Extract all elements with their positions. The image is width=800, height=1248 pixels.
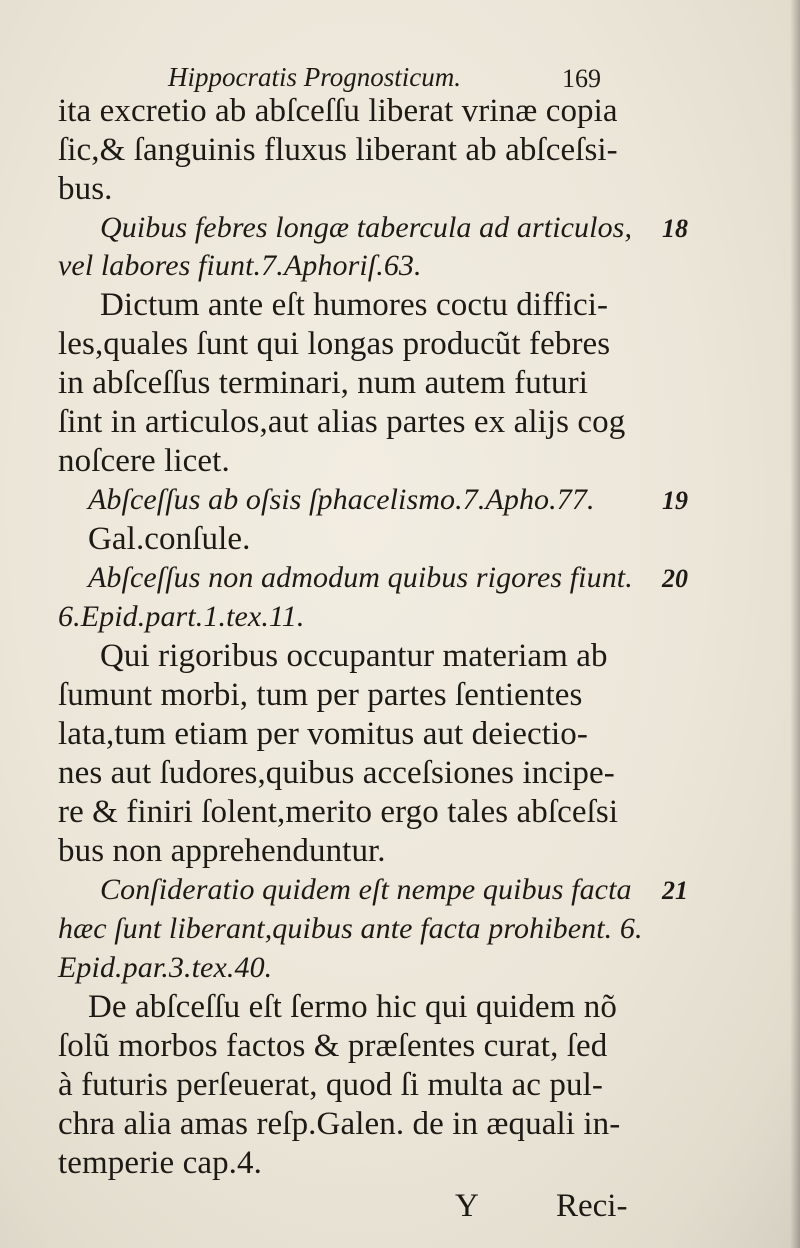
text-line: Qui rigoribus occupantur materiam ab	[100, 638, 608, 674]
text-line: à futuris perſeuerat, quod ſi multa ac pul-	[58, 1067, 603, 1103]
section-heading: hæc ſunt liberant,quibus ante facta prohibent. 6.	[58, 912, 643, 945]
text-line: lata,tum etiam per vomitus aut deiectio-	[58, 716, 589, 752]
section-heading: Abſceſſus ab oſsis ſphacelismo.7.Apho.77.	[88, 483, 595, 516]
margin-number: 21	[662, 876, 688, 905]
text-line: ſic,& ſanguinis fluxus liberant ab abſceſsi-	[58, 132, 618, 168]
text-line: chra alia amas reſp.Galen. de in æquali in-	[58, 1106, 621, 1142]
text-line: temperie cap.4.	[58, 1145, 262, 1181]
signature-mark: Y	[455, 1188, 479, 1224]
text-line: noſcere licet.	[58, 443, 230, 479]
text-line: bus.	[58, 171, 113, 207]
text-line: ſolũ morbos factos & præſentes curat, ſed	[58, 1028, 608, 1064]
text-line: ſint in articulos,aut alias partes ex alijs cog	[58, 404, 626, 440]
section-heading: Quibus febres longæ tabercula ad articulos,	[100, 211, 633, 244]
text-line: Dictum ante eſt humores coctu diffici-	[100, 287, 609, 323]
text-line: nes aut ſudores,quibus acceſsiones incipe-	[58, 755, 615, 791]
section-heading: vel labores fiunt.7.Aphoriſ.63.	[58, 249, 422, 282]
text-line: ſumunt morbi, tum per partes ſentientes	[58, 677, 583, 713]
margin-number: 20	[662, 564, 688, 593]
running-title: Hippocratis Prognosticum.	[168, 62, 461, 92]
section-heading: Epid.par.3.tex.40.	[58, 951, 273, 984]
page-number: 169	[562, 64, 601, 93]
text-line: De abſceſſu eſt ſermo hic qui quidem nõ	[88, 989, 617, 1025]
margin-number: 18	[662, 214, 688, 243]
text-line: Gal.conſule.	[88, 521, 251, 557]
margin-number: 19	[662, 486, 688, 515]
section-heading: Abſceſſus non admodum quibus rigores fiunt.	[88, 561, 633, 594]
text-line: bus non apprehenduntur.	[58, 833, 386, 869]
text-line: re & finiri ſolent,merito ergo tales abſceſsi	[58, 794, 619, 830]
text-line: in abſceſſus terminari, num autem futuri	[58, 365, 589, 401]
catchword: Reci-	[556, 1188, 628, 1224]
text-line: ita excretio ab abſceſſu liberat vrinæ copia	[58, 93, 618, 129]
section-heading: 6.Epid.part.1.tex.11.	[58, 600, 305, 633]
text-line: les,quales ſunt qui longas producũt febres	[58, 326, 611, 362]
section-heading: Conſideratio quidem eſt nempe quibus facta	[100, 873, 632, 906]
